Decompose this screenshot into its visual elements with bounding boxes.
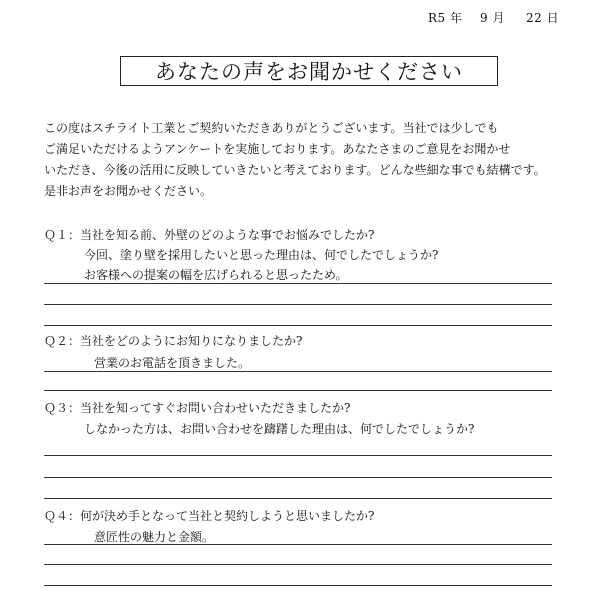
answer-rule	[44, 585, 552, 586]
intro-line: いただき、今後の活用に反映していきたいと考えております。どんな些細な事でも結構です。	[44, 163, 546, 177]
question-2-answer: 営業のお電話を頂きました。	[94, 356, 251, 370]
question-1-sub: 今回、塗り壁を採用したいと思った理由は、何でしたでしょうか?	[84, 248, 439, 262]
question-1-label: Ｑ１：当社を知る前、外壁のどのような事でお悩みでしたか?	[44, 228, 375, 242]
intro-line: この度はスチライト工業とご契約いただきありがとうございます。当社では少しでも	[44, 121, 499, 135]
answer-rule	[44, 477, 552, 478]
question-4-answer: 意匠性の魅力と金額。	[94, 530, 215, 544]
intro-line: 是非お声をお聞かせください。	[44, 184, 213, 198]
question-4-label: Ｑ４：何が決め手となって当社と契約しようと思いましたか?	[44, 509, 375, 523]
question-3-label: Ｑ３：当社を知ってすぐお問い合わせいただきましたか?	[44, 401, 351, 415]
question-1-answer: お客様への提案の幅を広げられると思ったため。	[84, 268, 348, 282]
intro-line: ご満足いただけるようアンケートを実施しております。あなたさまのご意見をお聞かせ	[44, 142, 511, 156]
page-title: あなたの声をお聞かせください	[120, 56, 498, 86]
date-year: R5 年	[428, 11, 463, 25]
answer-rule	[44, 371, 552, 372]
date-day: 22 日	[526, 11, 560, 25]
answer-rule	[44, 498, 552, 499]
answer-rule	[44, 390, 552, 391]
date-month: 9 月	[480, 11, 505, 25]
answer-rule	[44, 455, 552, 456]
intro-paragraph	[44, 118, 564, 202]
answer-rule	[44, 544, 552, 545]
answer-rule	[44, 564, 552, 565]
question-2-label: Ｑ２：当社をどのようにお知りになりましたか?	[44, 334, 303, 348]
answer-rule	[44, 283, 552, 284]
answer-rule	[44, 325, 552, 326]
answer-rule	[44, 304, 552, 305]
question-3-sub: しなかった方は、お問い合わせを躊躇した理由は、何でしたでしょうか?	[84, 422, 475, 436]
